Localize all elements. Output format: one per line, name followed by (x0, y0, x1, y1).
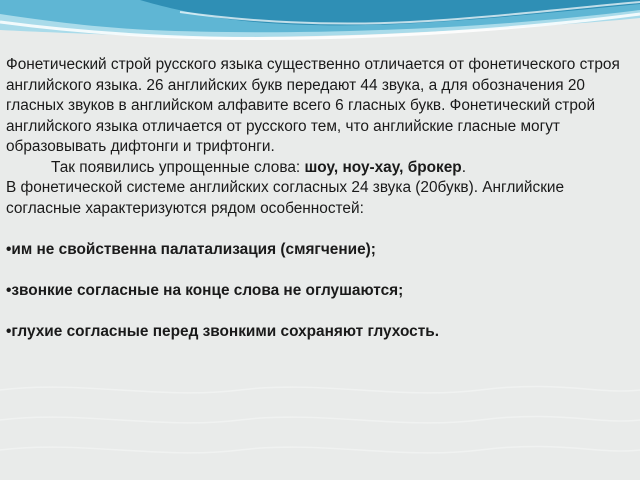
bullet-voiceless-before-voiced: •глухие согласные перед звонкими сохраняют глухость. (6, 322, 440, 340)
simplified-words-suffix: . (461, 158, 466, 176)
simplified-words-examples: шоу, ноу-хау, брокер (304, 158, 462, 176)
spacer (6, 260, 631, 281)
simplified-words-prefix: Так появились упрощенные слова: (51, 158, 305, 176)
decorative-wave-header (0, 0, 640, 60)
bullet-palatalization: •им не свойственна палатализация (смягчение); (6, 240, 376, 258)
bullet-voiced-final: •звонкие согласные на конце слова не оглушаются; (6, 281, 404, 299)
paragraph-consonants: В фонетической системе английских согласных 24 звука (20букв). Английские согласные характеризуются рядом особенностей: (6, 179, 565, 217)
paragraph-simplified-words (6, 158, 631, 179)
paragraph-phonetic-structure: Фонетический строй русского языка существенно отличается от фонетического строя английского языка. 26 английских букв передают 44 звука, а для обозначения 20 гласных звуков в английском алфавите всего 6 гласных букв. Фонетический строй английского языка отличается от русского тем, что английские гласные могут образовывать дифтонги и трифтонги. (6, 56, 620, 155)
decorative-bottom-texture (0, 350, 640, 480)
slide-body (6, 55, 631, 342)
spacer (6, 219, 631, 240)
spacer (6, 301, 631, 322)
